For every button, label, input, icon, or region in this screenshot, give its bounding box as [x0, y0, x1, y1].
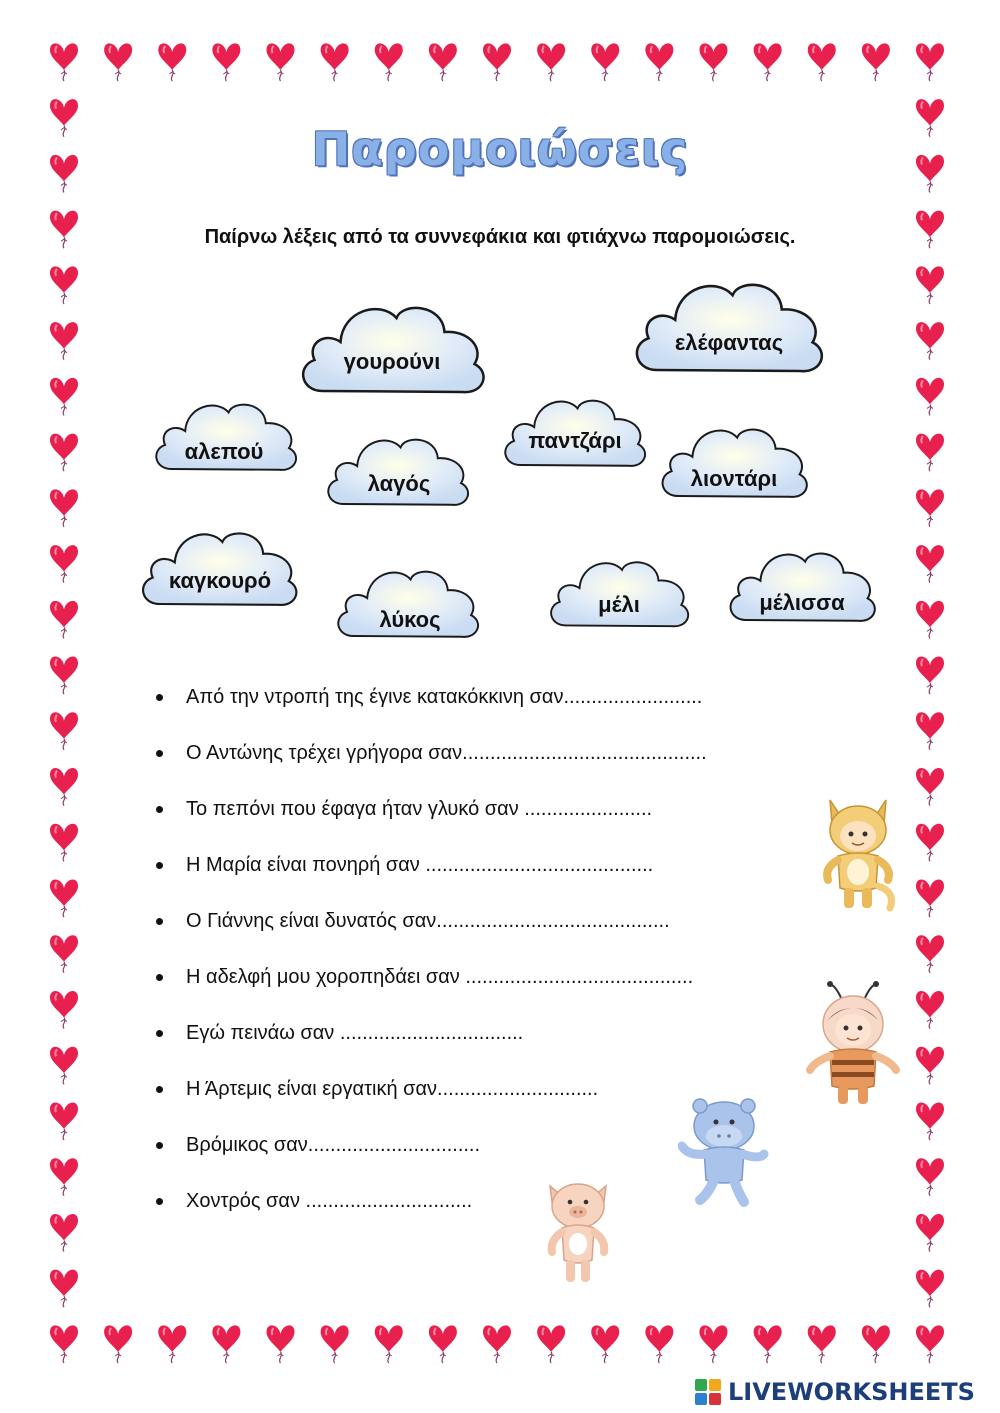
sentence-item[interactable]: Βρόμικος σαν............................... [150, 1130, 850, 1186]
sentence-item[interactable]: Εγώ πεινάω σαν ................................. [150, 1018, 850, 1074]
hippo-kid-figure [678, 1096, 770, 1208]
cloud-meli [551, 562, 688, 626]
sentence-item[interactable]: Ο Αντώνης τρέχει γρήγορα σαν............................................ [150, 738, 850, 794]
liveworksheets-logo [694, 1376, 975, 1408]
cloud-label: μέλι [598, 592, 640, 617]
sentence-item[interactable]: Χοντρός σαν .............................. [150, 1186, 850, 1242]
cloud-lykos [338, 572, 478, 637]
instruction-text: Παίρνω λέξεις από τα συννεφάκια και φτιάχνω παρομοιώσεις. [204, 226, 796, 248]
cloud-liontari [663, 430, 807, 497]
cloud-lagos [328, 440, 468, 505]
cloud-label: ελέφαντας [674, 330, 784, 355]
logo-text: LIVEWORKSHEETS [728, 1378, 975, 1406]
cloud-label: αλεπού [184, 439, 264, 464]
cloud-gourouni [303, 308, 483, 392]
cloud-label: μέλισσα [759, 590, 845, 615]
sentence-item[interactable]: Η Μαρία είναι πονηρή σαν ......................................... [150, 850, 850, 906]
sentence-item[interactable]: Η αδελφή μου χοροπηδάει σαν ......................................... [150, 962, 850, 1018]
bee-kid-figure [806, 980, 900, 1108]
cloud-alepou [156, 405, 296, 470]
cloud-label: γουρούνι [343, 349, 441, 374]
cloud-label: λύκος [379, 607, 441, 632]
page-title: Παρομοιώσεις [311, 122, 689, 176]
sentence-item[interactable]: Ο Γιάννης είναι δυνατός σαν.......................................... [150, 906, 850, 962]
cloud-elefantas [637, 285, 822, 371]
cloud-label: λιοντάρι [690, 466, 778, 491]
cloud-label: παντζάρι [528, 428, 622, 453]
cloud-pantzari [505, 401, 645, 466]
liveworksheets-logo-icon [694, 1378, 722, 1406]
cloud-label: λαγός [367, 471, 431, 496]
pig-kid-figure [540, 1176, 616, 1288]
cloud-label: καγκουρό [168, 568, 272, 593]
cloud-kagkouro [143, 533, 296, 605]
fox-kid-figure [818, 796, 898, 914]
sentence-item[interactable]: Από την ντροπή της έγινε κατακόκκινη σαν......................... [150, 682, 850, 738]
cloud-melissa [731, 554, 875, 621]
sentence-item[interactable]: Η Άρτεμις είναι εργατική σαν............................. [150, 1074, 850, 1130]
sentence-item[interactable]: Το πεπόνι που έφαγα ήταν γλυκό σαν ....................... [150, 794, 850, 850]
